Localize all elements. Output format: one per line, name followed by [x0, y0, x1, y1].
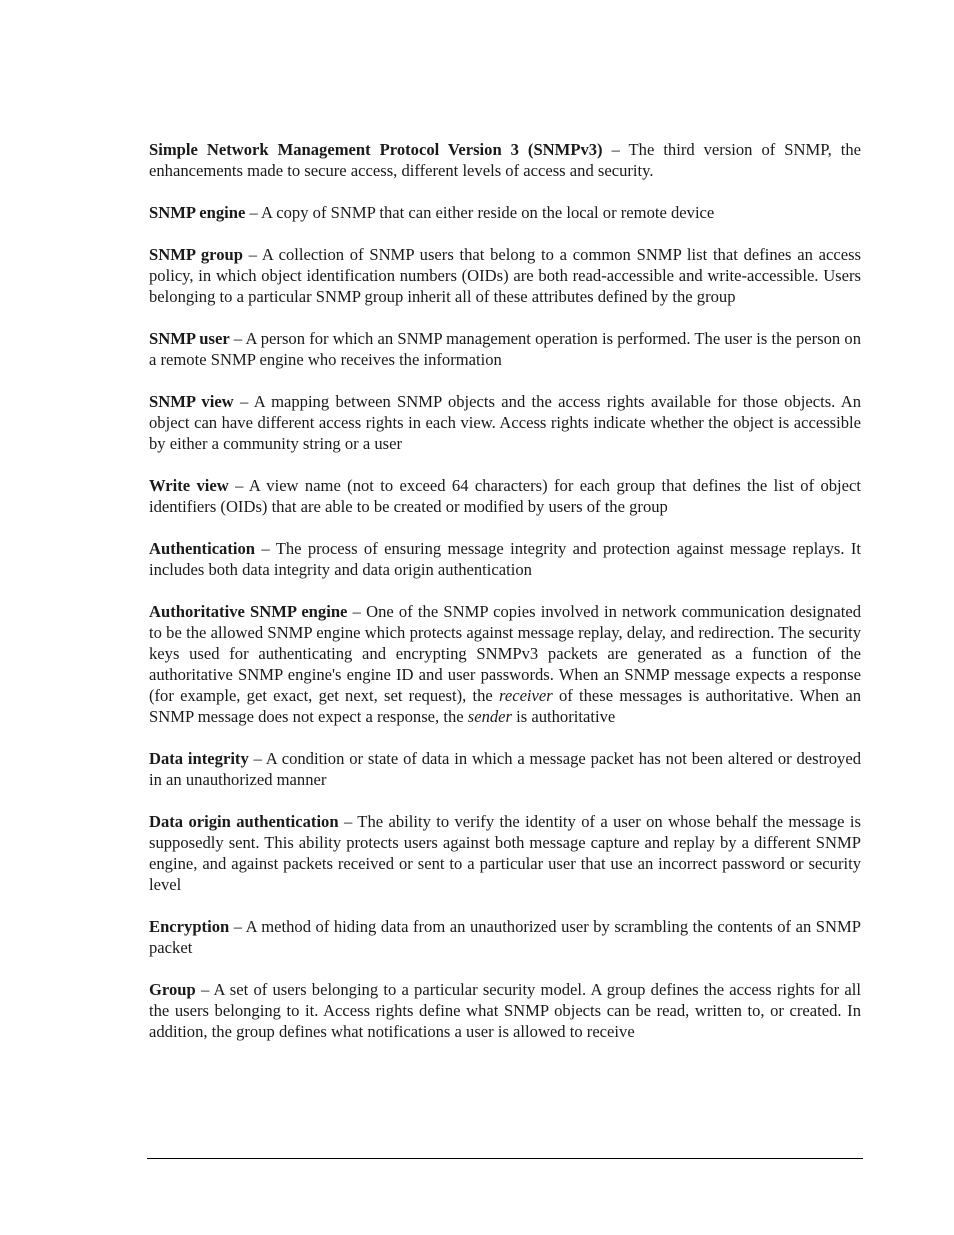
glossary-definition: – The ability to verify the identity of a user on whose behalf the message is supposedly sent. This ability protects users against both message capture and replay by a different SNMP engine, and against packets received or sent to a particular user that use an incorrect password or security level [149, 812, 861, 894]
glossary-definition: – A condition or state of data in which a message packet has not been altered or destroyed in an unauthorized manner [149, 749, 862, 789]
glossary-definition: – A mapping between SNMP objects and the access rights available for those objects. An object can have different access rights in each view. Access rights indicate whether the object is accessible by either a community string or a user [149, 392, 861, 453]
glossary-entry-data-integrity [149, 748, 861, 790]
glossary-definition: – A method of hiding data from an unauthorized user by scrambling the contents of an SNMP packet [149, 917, 861, 957]
glossary-term: Data origin authentication [149, 812, 339, 831]
glossary-term: Encryption [149, 917, 230, 936]
glossary-definition: – A copy of SNMP that can either reside on the local or remote device [245, 203, 715, 222]
glossary-entry-authentication [149, 538, 861, 580]
glossary-definition: – A set of users belonging to a particular security model. A group defines the access rights for all the users belonging to it. Access rights define what SNMP objects can be read, written to, or created. In addition, the group defines what notifications a user is allowed to receive [149, 980, 861, 1041]
glossary-definition-end: is authoritative [512, 707, 616, 726]
glossary-term: Group [149, 980, 196, 999]
glossary-entry-snmp-user [149, 328, 861, 370]
glossary-definition-continued: of these messages is authoritative. When an SNMP message does not expect a response, the [149, 686, 861, 726]
glossary-entry-snmpv3 [149, 139, 861, 181]
glossary-term: SNMP group [149, 245, 243, 264]
footer-divider [147, 1158, 863, 1159]
glossary-entry-authoritative-snmp-engine [149, 601, 861, 727]
glossary-definition: – One of the SNMP copies involved in network communication designated to be the allowed SNMP engine which protects against message replay, delay, and redirection. The security keys used for authenticating and encrypting SNMPv3 packets are generated as a function of the authoritative SNMP engine's engine ID and user passwords. When an SNMP message expects a response (for example, get exact, get next, set request), the [149, 602, 861, 705]
glossary-entry-write-view [149, 475, 861, 517]
emphasis-receiver: receiver [499, 686, 553, 705]
emphasis-sender: sender [467, 707, 512, 726]
glossary-definition: – A collection of SNMP users that belong to a common SNMP list that defines an access policy, in which object identification numbers (OIDs) are both read-accessible and write-accessible. Users belonging to a particular SNMP group inherit all of these attributes defined by the group [149, 245, 861, 306]
glossary-entry-snmp-engine [149, 202, 861, 223]
glossary-term: Simple Network Management Protocol Version 3 (SNMPv3) [149, 140, 603, 159]
glossary-term: SNMP user [149, 329, 230, 348]
glossary-term: Authoritative SNMP engine [149, 602, 348, 621]
glossary-term: SNMP view [149, 392, 234, 411]
glossary-definition: – A view name (not to exceed 64 characters) for each group that defines the list of object identifiers (OIDs) that are able to be created or modified by users of the group [149, 476, 861, 516]
glossary-term: Data integrity [149, 749, 249, 768]
glossary-term: SNMP engine [149, 203, 246, 222]
glossary-entry-snmp-view [149, 391, 861, 454]
glossary-term: Write view [149, 476, 229, 495]
glossary-entry-encryption [149, 916, 861, 958]
glossary-entry-data-origin-authentication [149, 811, 861, 895]
glossary-entry-snmp-group [149, 244, 861, 307]
glossary-definition: – A person for which an SNMP management operation is performed. The user is the person on a remote SNMP engine who receives the information [149, 329, 861, 369]
glossary-definition: – The process of ensuring message integrity and protection against message replays. It includes both data integrity and data origin authentication [149, 539, 861, 579]
glossary-term: Authentication [149, 539, 256, 558]
glossary-list [149, 139, 861, 1063]
glossary-entry-group [149, 979, 861, 1042]
glossary-definition: – The third version of SNMP, the enhancements made to secure access, different levels of access and security. [149, 140, 862, 180]
